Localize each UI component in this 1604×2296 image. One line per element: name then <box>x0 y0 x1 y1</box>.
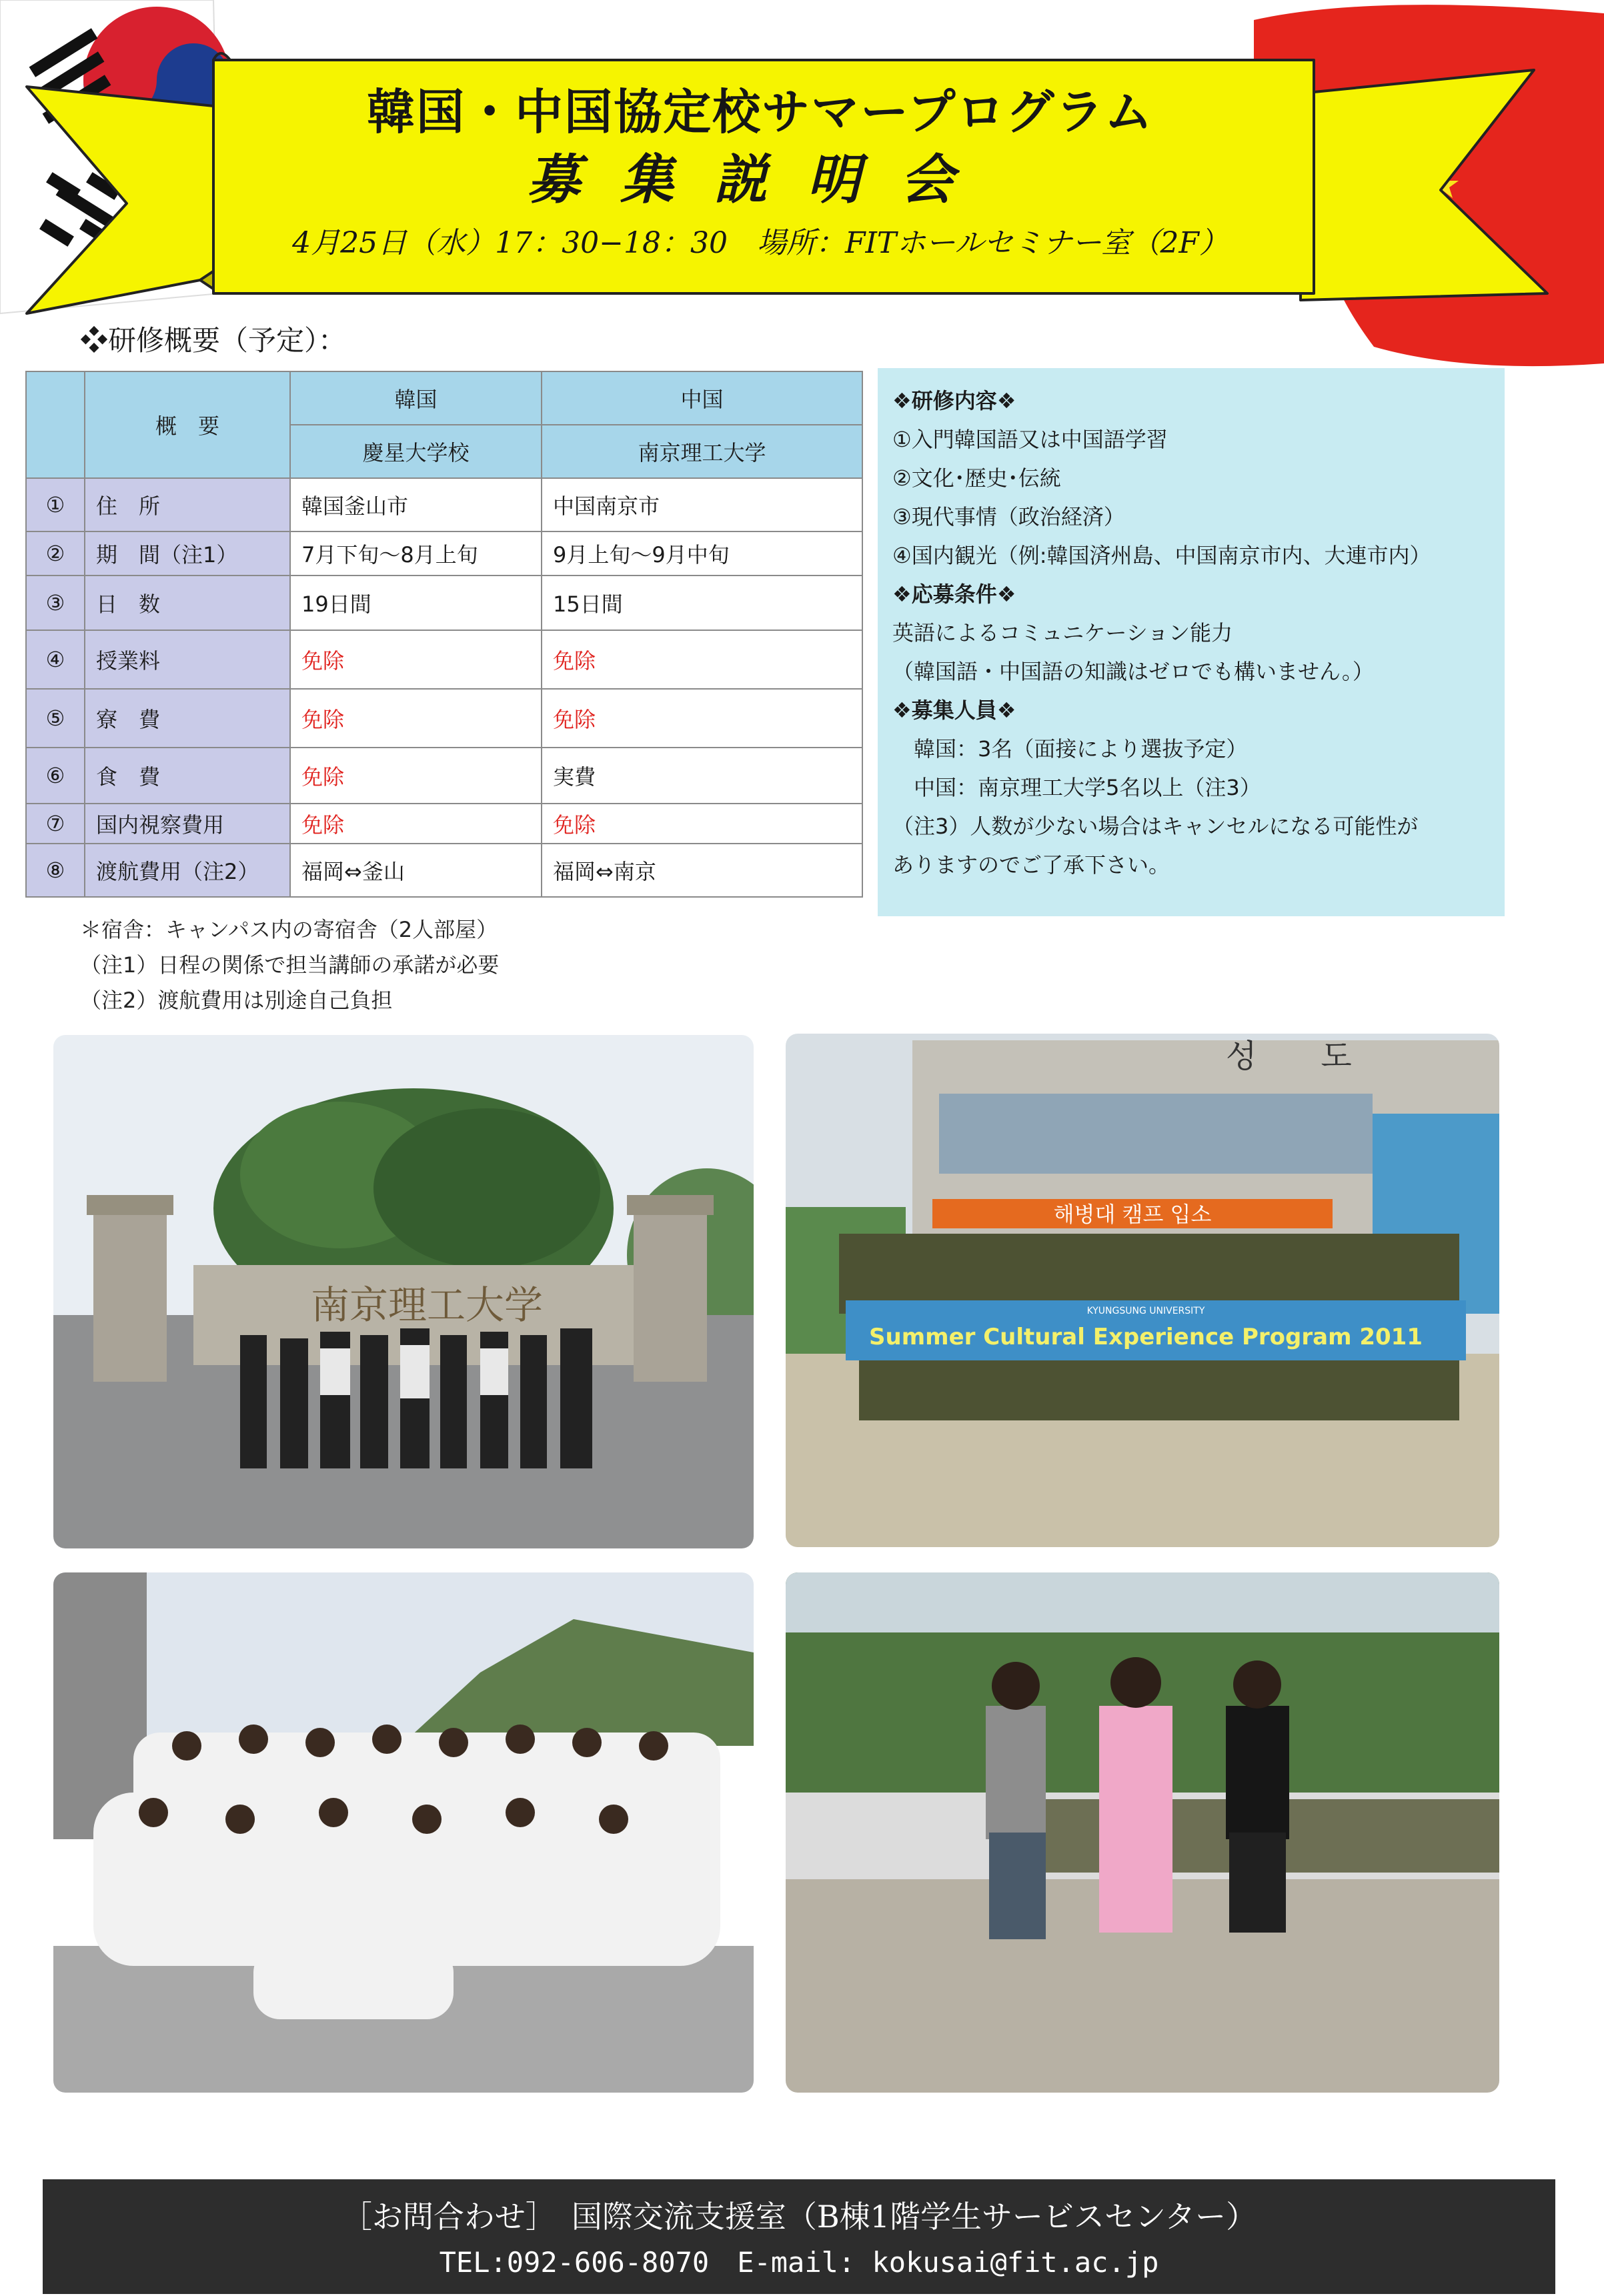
note-2: （注2）渡航費用は別途自己負担 <box>80 988 393 1013</box>
program-banner-text: Summer Cultural Experience Program 2011 <box>869 1324 1423 1350</box>
table-row <box>26 630 862 689</box>
china-value: 免除 <box>542 804 862 844</box>
overview-table <box>25 371 863 898</box>
overview-heading: ❖研修概要（予定）： <box>80 324 347 357</box>
china-school-cell: 南京理工大学 <box>542 425 862 478</box>
china-header-cell: 中国 <box>542 371 862 425</box>
info-box <box>878 368 1505 916</box>
footer-tel-email: TEL:092-606-8070 E-mail: kokusai@fit.ac.jp <box>439 2246 1159 2279</box>
china-value: 免除 <box>542 630 862 689</box>
banner-subtitle: 募集説明会 <box>527 148 994 211</box>
table-header-row <box>26 371 862 425</box>
row-label: 授業料 <box>85 630 290 689</box>
korea-school-cell: 慶星大学校 <box>290 425 542 478</box>
row-number: ⑦ <box>26 804 85 844</box>
china-value: 15日間 <box>542 576 862 630</box>
row-number: ⑤ <box>26 689 85 748</box>
table-row <box>26 748 862 804</box>
korea-value: 免除 <box>290 748 542 804</box>
notes <box>80 912 499 1018</box>
china-value: 9月上旬〜9月中旬 <box>542 531 862 576</box>
header-label-cell: 概 要 <box>85 371 290 478</box>
korea-value: 7月下旬〜8月上旬 <box>290 531 542 576</box>
table-row <box>26 478 862 531</box>
row-number: ⑧ <box>26 844 85 897</box>
content-item: ②文化･歴史･伝統 <box>892 465 1061 491</box>
requirements-heading: ❖応募条件❖ <box>892 582 1016 607</box>
recruit-line: 中国：南京理工大学5名以上（注3） <box>892 775 1261 800</box>
korea-value: 福岡⇔釜山 <box>290 844 542 897</box>
row-number: ③ <box>26 576 85 630</box>
china-value: 免除 <box>542 689 862 748</box>
requirements-line: 英語によるコミュニケーション能力 <box>892 620 1233 646</box>
camp-banner-text: 해병대 캠프 입소 <box>1053 1202 1212 1227</box>
row-label: 日 数 <box>85 576 290 630</box>
row-label: 渡航費用（注2） <box>85 844 290 897</box>
row-number: ⑥ <box>26 748 85 804</box>
row-label: 国内視察費用 <box>85 804 290 844</box>
recruit-line: 韓国：3名（面接により選抜予定） <box>892 736 1248 762</box>
row-label: 住 所 <box>85 478 290 531</box>
content-item: ①入門韓国語又は中国語学習 <box>892 427 1168 452</box>
footer <box>43 2179 1555 2294</box>
row-label: 食 費 <box>85 748 290 804</box>
korea-value: 免除 <box>290 804 542 844</box>
note-line: ありますのでご了承下さい。 <box>892 852 1170 878</box>
table-row <box>26 804 862 844</box>
note-dormitory: ＊宿舎：キャンパス内の寄宿舎（2人部屋） <box>80 917 498 942</box>
korea-value: 韓国釜山市 <box>290 478 542 531</box>
header <box>0 0 1604 373</box>
row-number: ④ <box>26 630 85 689</box>
korea-value: 免除 <box>290 689 542 748</box>
header-blank-cell <box>26 371 85 478</box>
campus-gate-text: 南京理工大学 <box>310 1282 544 1328</box>
note-1: （注1）日程の関係で担当講師の承諾が必要 <box>80 952 500 978</box>
three-women <box>986 1657 1289 1939</box>
table-row <box>26 844 862 897</box>
row-label: 期 間（注1） <box>85 531 290 576</box>
content-item: ④国内観光（例:韓国済州島、中国南京市内、大連市内） <box>892 543 1431 568</box>
row-number: ② <box>26 531 85 576</box>
photo-nanjing-campus <box>53 1035 754 1548</box>
content-item: ③現代事情（政治経済） <box>892 504 1125 529</box>
requirements-line: （韓国語・中国語の知識はゼロでも構いません。） <box>892 659 1374 684</box>
korea-value: 19日間 <box>290 576 542 630</box>
china-value: 実費 <box>542 748 862 804</box>
korea-header-cell: 韓国 <box>290 371 542 425</box>
photo-taekwondo-group <box>53 1572 754 2093</box>
china-value: 福岡⇔南京 <box>542 844 862 897</box>
footer-contact-line: ［お問合わせ］ 国際交流支援室（B棟1階学生サービスセンター） <box>341 2199 1257 2235</box>
table-row <box>26 531 862 576</box>
content-heading: ❖研修内容❖ <box>892 388 1016 413</box>
table-row <box>26 689 862 748</box>
table-row <box>26 576 862 630</box>
program-univ-text: KYUNGSUNG UNIVERSITY <box>1086 1306 1205 1316</box>
korea-value: 免除 <box>290 630 542 689</box>
row-label: 寮 費 <box>85 689 290 748</box>
banner-event-info: 4月25日（水）17：30−18：30 場所：FITホールセミナー室（2F） <box>292 226 1229 260</box>
china-value: 中国南京市 <box>542 478 862 531</box>
building-sign: 성 도 <box>1226 1038 1352 1075</box>
recruit-heading: ❖募集人員❖ <box>892 698 1016 723</box>
photo-tai-chi <box>786 1572 1499 2093</box>
row-number: ① <box>26 478 85 531</box>
photo-kyungsung-program <box>786 1034 1499 1547</box>
note-line: （注3）人数が少ない場合はキャンセルになる可能性が <box>892 814 1419 839</box>
banner-title: 韓国・中国協定校サマープログラム <box>367 83 1154 140</box>
